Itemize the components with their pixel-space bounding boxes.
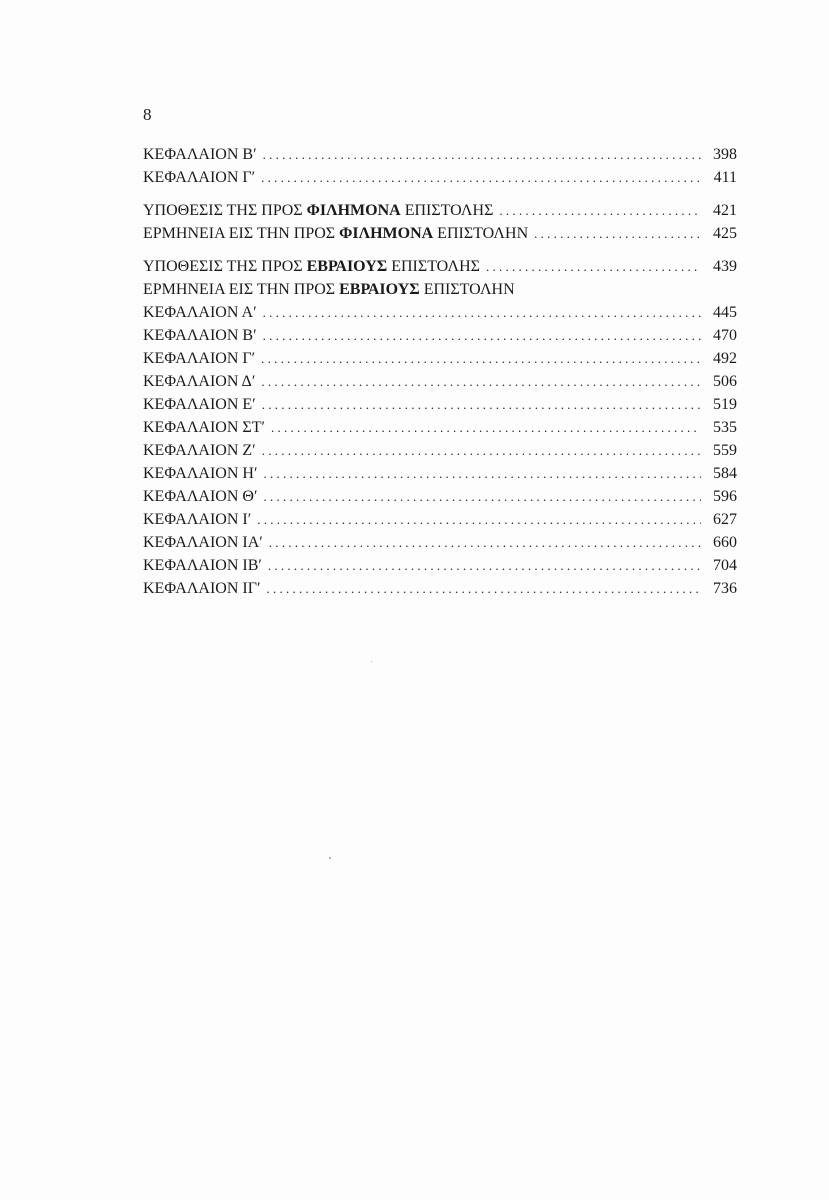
toc-entry-title [143,508,251,531]
scan-speck [371,661,372,662]
toc-entry-page: 470 [713,327,737,344]
toc-entry-title [143,393,256,416]
dot-leader [266,577,701,600]
toc-entry [143,531,737,554]
toc-entry [143,324,737,347]
toc-entry-title-text: ΚΕΦΑΛΑΙΟΝ Γ′ [143,169,256,186]
toc-entry-title [143,278,515,301]
dot-leader [257,508,701,531]
toc-entry-title-text: ΚΕΦΑΛΑΙΟΝ Β′ [143,146,257,163]
toc-entry-title-text: ΚΕΦΑΛΑΙΟΝ ΙΓ′ [143,580,261,597]
toc-heading [143,278,737,301]
dot-leader [268,554,701,577]
dot-leader [261,166,701,189]
toc-entry [143,199,737,222]
toc-entry-page: 660 [713,534,737,551]
toc-entry-title-text: ΚΕΦΑΛΑΙΟΝ ΣΤ′ [143,419,265,436]
toc-entry-title-text: ΥΠΟΘΕΣΙΣ ΤΗΣ ΠΡΟΣ [143,258,307,275]
toc-entry-title-emphasis: ΕΒΡΑΙΟΥΣ [339,281,420,298]
toc-entry-title-text: ΚΕΦΑΛΑΙΟΝ Β′ [143,327,257,344]
toc-entry-title-text: ΚΕΦΑΛΑΙΟΝ Δ′ [143,373,256,390]
toc-entry [143,393,737,416]
toc-entry-title-emphasis: ΦΙΛΗΜΟΝΑ [306,202,401,219]
toc-entry-page: 559 [713,442,737,459]
toc-entry-page: 411 [713,169,737,186]
toc-entry-page: 535 [713,419,737,436]
toc-entry-title-text: ΕΠΙΣΤΟΛΗΝ [433,225,529,242]
dot-leader [499,199,701,222]
toc-entry-title-emphasis: ΦΙΛΗΜΟΝΑ [339,225,434,242]
toc-entry-title [143,166,255,189]
toc-entry-page: 492 [713,350,737,367]
toc-entry-page: 506 [713,373,737,390]
toc-entry-title [143,255,480,278]
toc-entry-title-text: ΥΠΟΘΕΣΙΣ ΤΗΣ ΠΡΟΣ [143,202,307,219]
toc-entry-title [143,143,257,166]
table-of-contents [143,143,737,610]
dot-leader [263,485,701,508]
dot-leader [261,370,701,393]
dot-leader [263,143,701,166]
toc-entry-page: 398 [713,146,737,163]
toc-entry-title [143,554,262,577]
toc-entry [143,439,737,462]
toc-entry-page: 704 [713,557,737,574]
toc-entry-title-text: ΚΕΦΑΛΑΙΟΝ Γ′ [143,350,256,367]
toc-entry [143,416,737,439]
toc-group [143,255,737,600]
toc-entry-title-text: ΚΕΦΑΛΑΙΟΝ Ζ′ [143,442,256,459]
scan-speck [329,857,331,859]
toc-group [143,143,737,189]
toc-entry-page: 425 [713,225,737,242]
toc-entry-title [143,531,263,554]
toc-entry-title [143,439,256,462]
toc-entry-title [143,370,255,393]
toc-entry-title-text: ΕΠΙΣΤΟΛΗΣ [387,258,480,275]
toc-entry [143,166,737,189]
toc-entry [143,554,737,577]
dot-leader [262,393,701,416]
dot-leader [269,531,701,554]
toc-entry-title-text: ΚΕΦΑΛΑΙΟΝ Η′ [143,465,258,482]
toc-entry-title [143,199,493,222]
toc-group [143,199,737,245]
toc-entry-page: 445 [713,304,737,321]
toc-entry-page: 627 [713,511,737,528]
toc-entry [143,485,737,508]
dot-leader [263,301,701,324]
toc-entry-page: 736 [713,580,737,597]
toc-entry-title-text: ΕΠΙΣΤΟΛΗΣ [400,202,494,219]
toc-entry-title [143,222,528,245]
toc-entry [143,143,737,166]
toc-entry [143,222,737,245]
toc-entry-title-text: ΚΕΦΑΛΑΙΟΝ ΙΒ′ [143,557,262,574]
toc-entry-title-text: ΚΕΦΑΛΑΙΟΝ Α′ [143,304,257,321]
toc-entry [143,347,737,370]
toc-entry-page: 439 [713,258,737,275]
page-number: 8 [143,105,152,124]
toc-entry-page: 596 [713,488,737,505]
toc-entry-title-text: ΕΠΙΣΤΟΛΗΝ [419,281,515,298]
dot-leader [263,324,701,347]
toc-entry [143,255,737,278]
toc-entry-page: 421 [713,202,737,219]
toc-entry-title-text: ΚΕΦΑΛΑΙΟΝ Ι′ [143,511,252,528]
dot-leader [261,347,701,370]
toc-entry [143,370,737,393]
toc-entry [143,577,737,600]
dot-leader [534,222,701,245]
toc-entry-title-emphasis: ΕΒΡΑΙΟΥΣ [306,258,388,275]
toc-entry-title-text: ΚΕΦΑΛΑΙΟΝ Θ′ [143,488,258,505]
toc-entry-page: 584 [713,465,737,482]
toc-entry-page: 519 [713,396,737,413]
dot-leader [271,416,701,439]
dot-leader [263,462,701,485]
toc-entry [143,508,737,531]
dot-leader [486,255,701,278]
toc-entry-title-text: ΚΕΦΑΛΑΙΟΝ Ε′ [143,396,256,413]
toc-entry-title [143,577,260,600]
toc-entry-title [143,347,255,370]
toc-entry-title-text: ΕΡΜΗΝΕΙΑ ΕΙΣ ΤΗΝ ΠΡΟΣ [143,281,340,298]
toc-entry-title [143,485,257,508]
toc-entry [143,462,737,485]
toc-entry-title [143,324,257,347]
toc-entry-title [143,301,257,324]
toc-entry-title [143,462,257,485]
toc-entry-title-text: ΕΡΜΗΝΕΙΑ ΕΙΣ ΤΗΝ ΠΡΟΣ [143,225,340,242]
toc-entry [143,301,737,324]
toc-entry-title [143,416,265,439]
toc-entry-title-text: ΚΕΦΑΛΑΙΟΝ ΙΑ′ [143,534,263,551]
dot-leader [262,439,701,462]
